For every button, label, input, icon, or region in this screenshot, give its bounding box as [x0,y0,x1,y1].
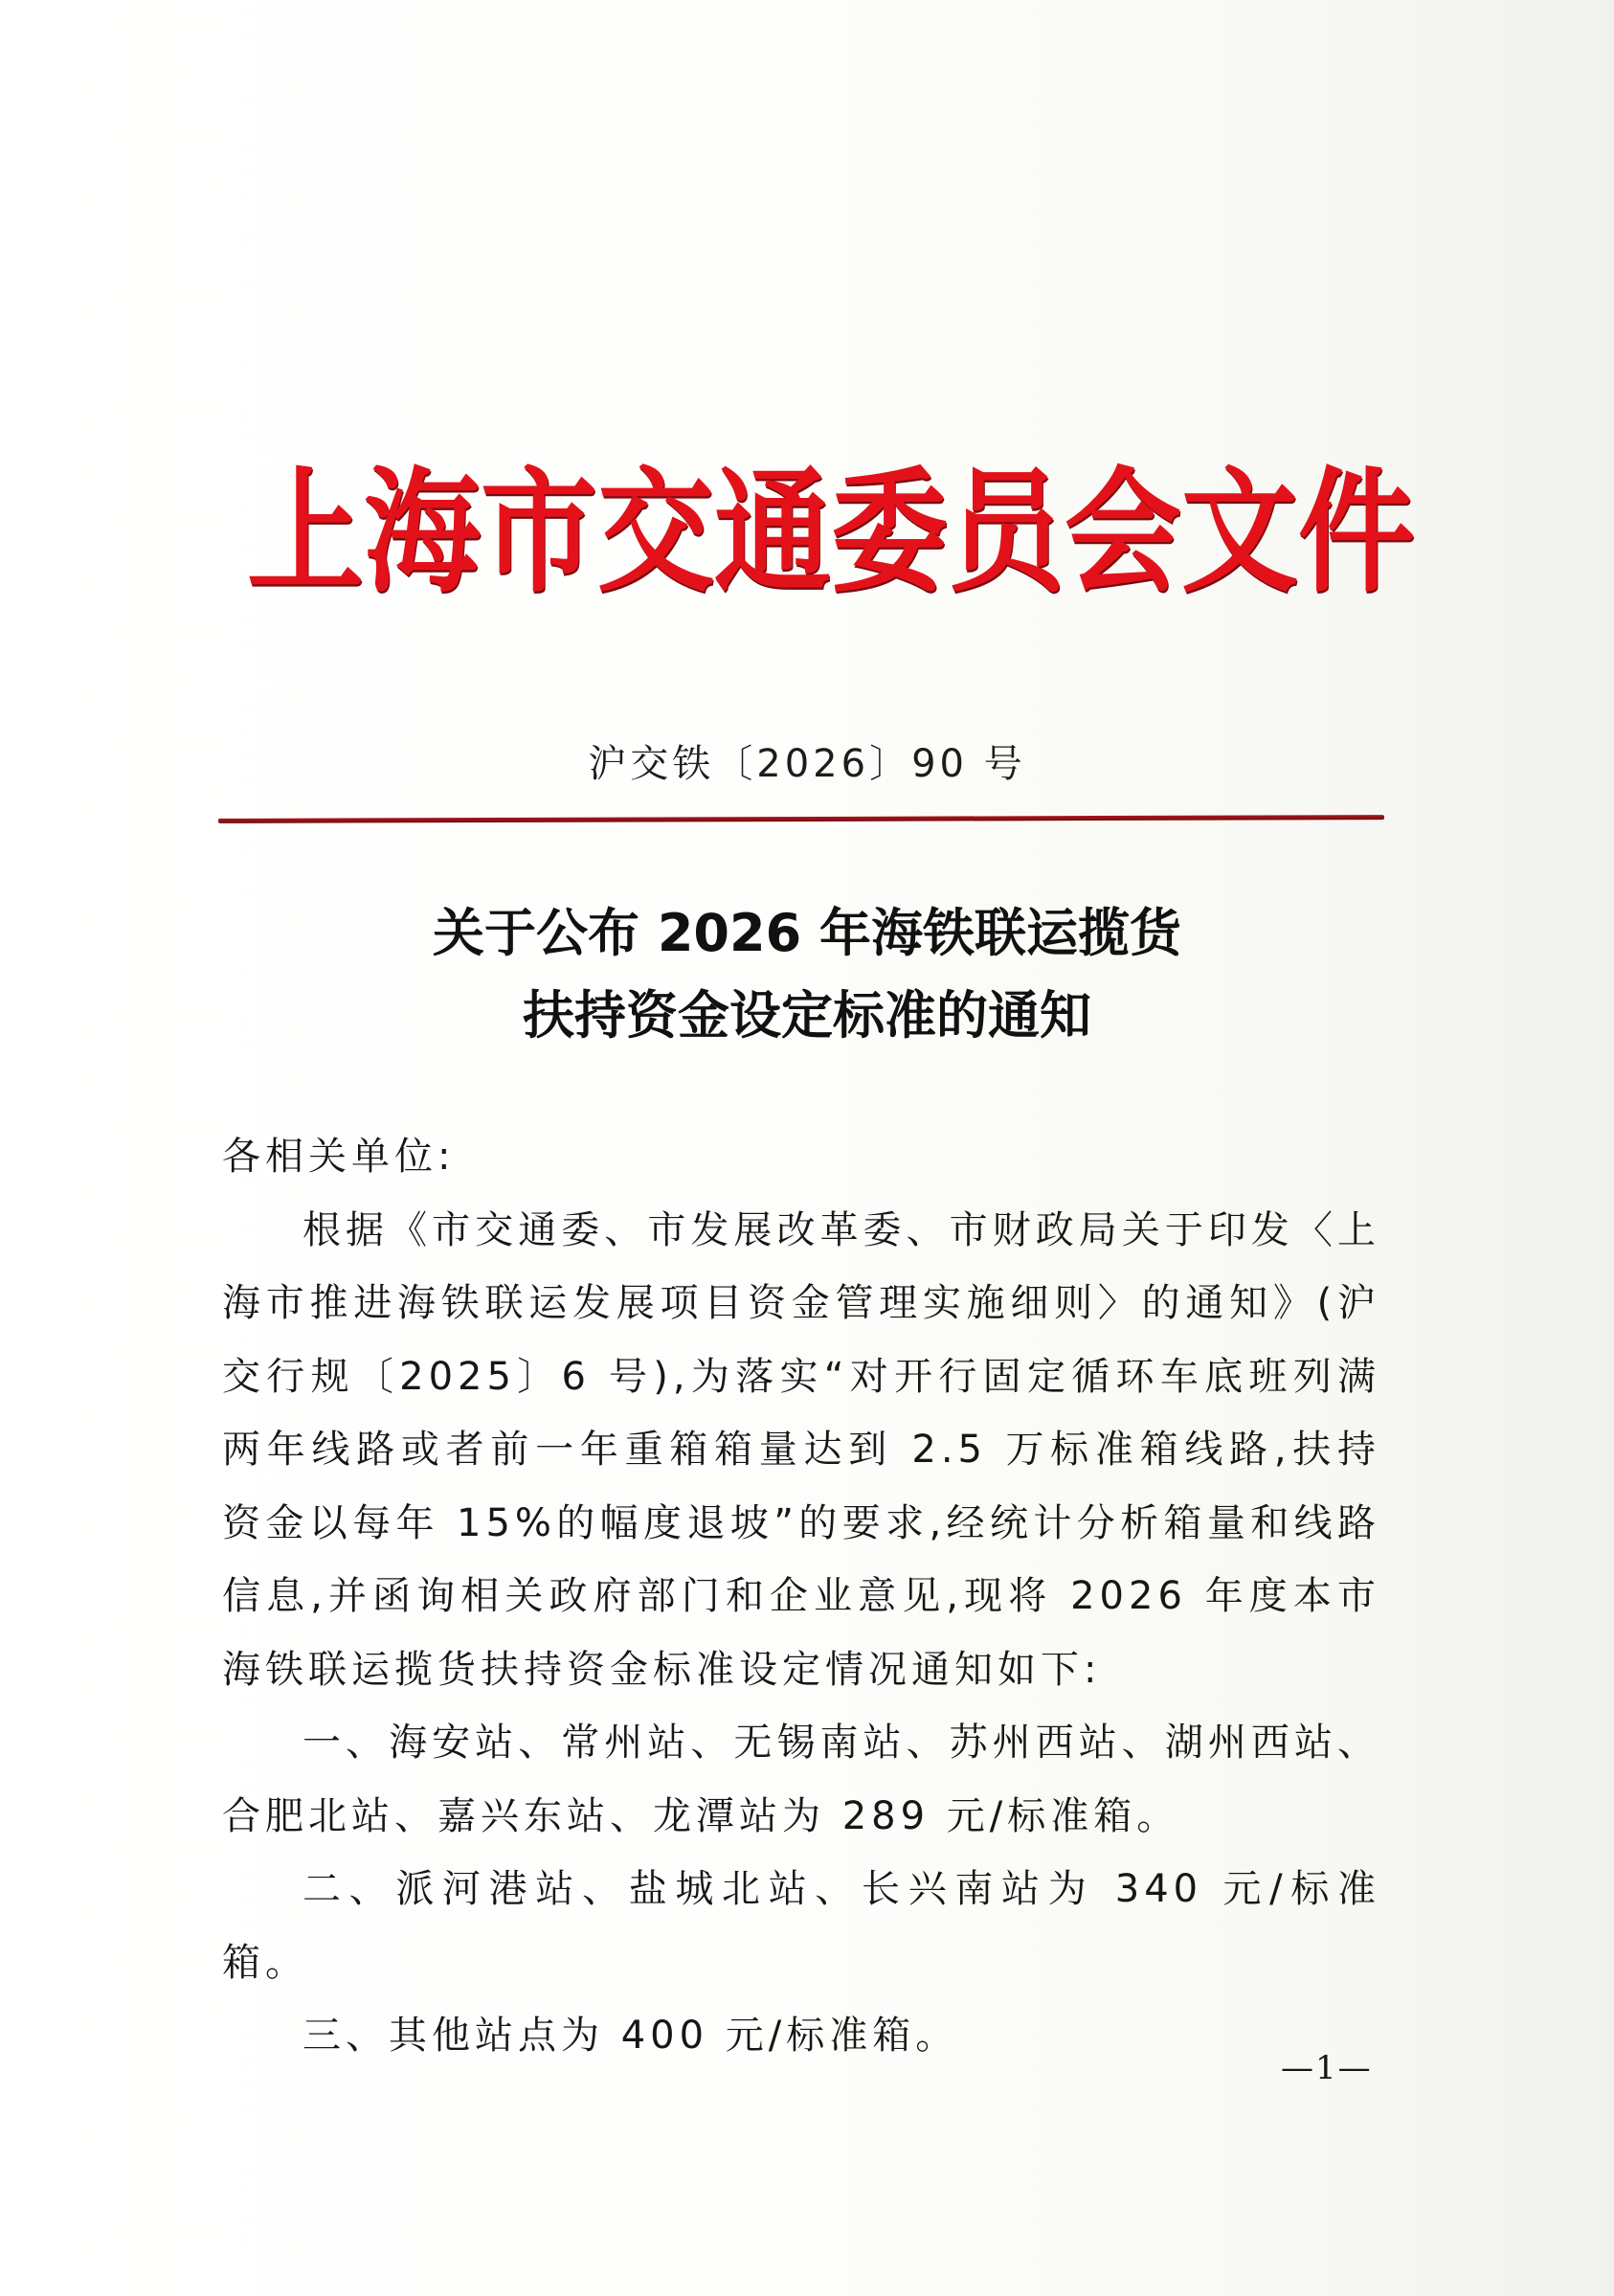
masthead-char: 员 [948,452,1065,611]
item-number: 一、 [303,1721,390,1765]
masthead-char: 交 [597,452,714,611]
masthead-red-header [247,450,1415,613]
list-item-3 [222,1999,1380,2073]
item-text: 派河港站、盐城北站、长兴南站为 340 元/标准箱。 [222,1867,1380,1985]
masthead-char: 会 [1065,452,1181,611]
document-title [0,892,1614,1057]
masthead-char: 市 [481,452,597,611]
item-text: 海安站、常州站、无锡南站、苏州西站、湖州西站、合肥北站、嘉兴东站、龙潭站为 289 元/标准箱。 [222,1721,1381,1838]
list-item-2 [222,1853,1380,1999]
masthead-char: 海 [364,452,481,611]
title-line-2: 扶持资金设定标准的通知 [523,985,1091,1046]
body-paragraph: 根据《市交通委、市发展改革委、市财政局关于印发〈上海市推进海铁联运发展项目资金管理实施细则〉的通知》(沪交行规〔2025〕6 号),为落实“对开行固定循环车底班列满两年线路或者前一年重箱箱量达到 2.5 万标准箱线路,扶持资金以每年 15%的幅度退坡”的要求,经统计分析箱量和线路信息,并函询相关政府部门和企业意见,现将 2026 年度本市海铁联运揽货扶持资金标准设定情况通知如下: [222,1207,1380,1692]
document-number: 沪交铁〔2026〕90 号 [588,742,1026,786]
salutation: 各相关单位: [222,1135,456,1179]
red-divider-line [218,815,1384,823]
list-item-1 [222,1706,1380,1853]
masthead-char: 通 [714,452,831,611]
item-number: 二、 [303,1867,396,1911]
masthead-char: 上 [247,452,364,611]
item-number: 三、 [303,2014,389,2058]
masthead-char: 件 [1298,452,1415,611]
masthead-char: 委 [831,452,948,611]
item-text: 其他站点为 400 元/标准箱。 [389,2014,959,2058]
document-body [222,1120,1380,2073]
masthead-char: 文 [1181,452,1298,611]
title-line-1: 关于公布 2026 年海铁联运揽货 [433,903,1181,963]
page-number: —1— [1281,2049,1373,2087]
